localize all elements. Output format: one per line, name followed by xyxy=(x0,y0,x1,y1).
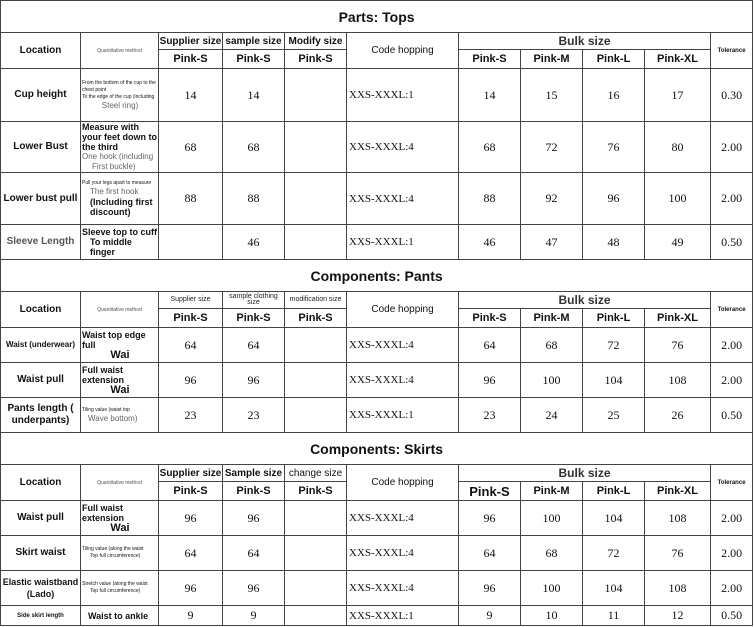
size-label: Pink-M xyxy=(521,482,583,501)
sample-value: 96 xyxy=(223,571,285,606)
tolerance-value: 0.50 xyxy=(711,225,753,260)
bulk-s-value: 9 xyxy=(459,606,521,626)
sample-value: 14 xyxy=(223,69,285,122)
row-method: Pull your legs apart to measure The first hook (Including first discount) xyxy=(81,173,159,225)
modify-value xyxy=(285,536,347,571)
code-value: XXS-XXXL:4 xyxy=(347,363,459,398)
table-row xyxy=(1,606,753,626)
supplier-value: 96 xyxy=(159,571,223,606)
code-value: XXS-XXXL:4 xyxy=(347,571,459,606)
supplier-value: 88 xyxy=(159,173,223,225)
row-method: Tiling value (waist top Wave bottom) xyxy=(81,398,159,433)
bulk-xl-value: 100 xyxy=(645,173,711,225)
size-label: Pink-S xyxy=(459,482,521,501)
bulk-s-value: 96 xyxy=(459,501,521,536)
modify-value xyxy=(285,69,347,122)
code-value: XXS-XXXL:4 xyxy=(347,328,459,363)
supplier-value: 64 xyxy=(159,536,223,571)
bulk-m-value: 100 xyxy=(521,571,583,606)
section-title-tops: Parts: Tops xyxy=(1,1,753,33)
tolerance-value: 0.50 xyxy=(711,606,753,626)
tolerance-value: 0.30 xyxy=(711,69,753,122)
row-location: Waist (underwear) xyxy=(1,328,81,363)
header-modify: modification size xyxy=(285,292,347,309)
table-row xyxy=(1,69,753,122)
sample-value: 68 xyxy=(223,122,285,173)
size-label: Pink-S xyxy=(285,50,347,69)
code-value: XXS-XXXL:1 xyxy=(347,69,459,122)
bulk-m-value: 24 xyxy=(521,398,583,433)
table-row xyxy=(1,398,753,433)
tolerance-value: 2.00 xyxy=(711,501,753,536)
modify-value xyxy=(285,122,347,173)
header-tolerance: Tolerance xyxy=(711,292,753,328)
modify-value xyxy=(285,501,347,536)
bulk-s-value: 64 xyxy=(459,328,521,363)
size-label: Pink-S xyxy=(159,50,223,69)
supplier-value: 96 xyxy=(159,501,223,536)
header-modify: Modify size xyxy=(285,33,347,50)
header-bulk: Bulk size xyxy=(459,465,711,482)
modify-value xyxy=(285,328,347,363)
bulk-l-value: 48 xyxy=(583,225,645,260)
size-label: Pink-S xyxy=(459,309,521,328)
header-location: Location xyxy=(1,292,81,328)
table-row xyxy=(1,225,753,260)
row-location: Pants length ( underpants) xyxy=(1,398,81,433)
row-method: From the bottom of the cup to the chest point To the edge of the cup (including Steel ring) xyxy=(81,69,159,122)
code-value: XXS-XXXL:1 xyxy=(347,225,459,260)
size-label: Pink-XL xyxy=(645,482,711,501)
bulk-l-value: 11 xyxy=(583,606,645,626)
code-value: XXS-XXXL:4 xyxy=(347,122,459,173)
header-supplier: Supplier size xyxy=(159,33,223,50)
tolerance-value: 2.00 xyxy=(711,363,753,398)
bulk-s-value: 23 xyxy=(459,398,521,433)
modify-value xyxy=(285,571,347,606)
bulk-xl-value: 76 xyxy=(645,328,711,363)
size-label: Pink-S xyxy=(159,482,223,501)
sample-value: 88 xyxy=(223,173,285,225)
bulk-s-value: 96 xyxy=(459,571,521,606)
bulk-m-value: 92 xyxy=(521,173,583,225)
sample-value: 23 xyxy=(223,398,285,433)
size-label: Pink-L xyxy=(583,309,645,328)
row-location: Cup height xyxy=(1,69,81,122)
supplier-value: 14 xyxy=(159,69,223,122)
size-label: Pink-S xyxy=(159,309,223,328)
bulk-m-value: 68 xyxy=(521,536,583,571)
row-location: Lower bust pull xyxy=(1,173,81,225)
bulk-xl-value: 76 xyxy=(645,536,711,571)
supplier-value xyxy=(159,225,223,260)
tolerance-value: 2.00 xyxy=(711,571,753,606)
modify-value xyxy=(285,363,347,398)
bulk-s-value: 64 xyxy=(459,536,521,571)
header-bulk: Bulk size xyxy=(459,292,711,309)
header-method: Quantitative method xyxy=(81,33,159,69)
supplier-value: 68 xyxy=(159,122,223,173)
size-label: Pink-S xyxy=(285,482,347,501)
sample-value: 64 xyxy=(223,328,285,363)
tolerance-value: 2.00 xyxy=(711,536,753,571)
bulk-s-value: 88 xyxy=(459,173,521,225)
size-label: Pink-XL xyxy=(645,50,711,69)
row-location: Sleeve Length xyxy=(1,225,81,260)
size-label: Pink-M xyxy=(521,309,583,328)
supplier-value: 23 xyxy=(159,398,223,433)
bulk-m-value: 100 xyxy=(521,501,583,536)
bulk-m-value: 15 xyxy=(521,69,583,122)
bulk-xl-value: 108 xyxy=(645,501,711,536)
sample-value: 96 xyxy=(223,363,285,398)
header-code: Code hopping xyxy=(347,465,459,501)
size-label: Pink-S xyxy=(223,50,285,69)
code-value: XXS-XXXL:4 xyxy=(347,173,459,225)
table-row xyxy=(1,571,753,606)
header-location: Location xyxy=(1,465,81,501)
bulk-l-value: 25 xyxy=(583,398,645,433)
code-value: XXS-XXXL:1 xyxy=(347,398,459,433)
header-tolerance: Tolerance xyxy=(711,465,753,501)
sample-value: 96 xyxy=(223,501,285,536)
bulk-xl-value: 12 xyxy=(645,606,711,626)
bulk-xl-value: 108 xyxy=(645,363,711,398)
row-method: Sleeve top to cuff To middle finger xyxy=(81,225,159,260)
bulk-l-value: 104 xyxy=(583,363,645,398)
code-value: XXS-XXXL:1 xyxy=(347,606,459,626)
tolerance-value: 2.00 xyxy=(711,122,753,173)
table-row xyxy=(1,122,753,173)
header-supplier: Supplier size xyxy=(159,292,223,309)
bulk-l-value: 104 xyxy=(583,571,645,606)
size-label: Pink-XL xyxy=(645,309,711,328)
header-method: Quantitative method xyxy=(81,465,159,501)
row-method: Full waist extension Wai xyxy=(81,501,159,536)
bulk-m-value: 47 xyxy=(521,225,583,260)
header-sample: sample clothing size xyxy=(223,292,285,309)
row-method: Waist to ankle xyxy=(81,606,159,626)
size-label: Pink-M xyxy=(521,50,583,69)
bulk-xl-value: 17 xyxy=(645,69,711,122)
size-label: Pink-S xyxy=(285,309,347,328)
bulk-l-value: 104 xyxy=(583,501,645,536)
header-bulk: Bulk size xyxy=(459,33,711,50)
bulk-l-value: 72 xyxy=(583,328,645,363)
tolerance-value: 2.00 xyxy=(711,328,753,363)
bulk-m-value: 72 xyxy=(521,122,583,173)
code-value: XXS-XXXL:4 xyxy=(347,536,459,571)
header-sample: Sample size xyxy=(223,465,285,482)
code-value: XXS-XXXL:4 xyxy=(347,501,459,536)
bulk-s-value: 14 xyxy=(459,69,521,122)
table-row xyxy=(1,501,753,536)
row-location: Waist pull xyxy=(1,363,81,398)
modify-value xyxy=(285,173,347,225)
row-method: Tiling value (along the waist Top full circumference) xyxy=(81,536,159,571)
row-location: Side skirt length xyxy=(1,606,81,626)
bulk-xl-value: 26 xyxy=(645,398,711,433)
header-location: Location xyxy=(1,33,81,69)
header-tolerance: Tolerance xyxy=(711,33,753,69)
supplier-value: 96 xyxy=(159,363,223,398)
bulk-xl-value: 108 xyxy=(645,571,711,606)
bulk-l-value: 16 xyxy=(583,69,645,122)
row-location: Waist pull xyxy=(1,501,81,536)
size-label: Pink-S xyxy=(223,309,285,328)
row-method: Full waist extension Wai xyxy=(81,363,159,398)
sample-value: 64 xyxy=(223,536,285,571)
modify-value xyxy=(285,606,347,626)
modify-value xyxy=(285,225,347,260)
table-row xyxy=(1,173,753,225)
row-location: Elastic waistband (Lado) xyxy=(1,571,81,606)
bulk-m-value: 100 xyxy=(521,363,583,398)
bulk-l-value: 96 xyxy=(583,173,645,225)
row-location: Skirt waist xyxy=(1,536,81,571)
tolerance-value: 0.50 xyxy=(711,398,753,433)
table-row xyxy=(1,363,753,398)
supplier-value: 64 xyxy=(159,328,223,363)
header-supplier: Supplier size xyxy=(159,465,223,482)
header-method: Quantitative method xyxy=(81,292,159,328)
sample-value: 9 xyxy=(223,606,285,626)
bulk-xl-value: 49 xyxy=(645,225,711,260)
tolerance-value: 2.00 xyxy=(711,173,753,225)
row-method: Waist top edge full Wai xyxy=(81,328,159,363)
row-location: Lower Bust xyxy=(1,122,81,173)
size-label: Pink-S xyxy=(223,482,285,501)
bulk-s-value: 46 xyxy=(459,225,521,260)
bulk-xl-value: 80 xyxy=(645,122,711,173)
row-method: Stretch value (along the waist Top full circumference) xyxy=(81,571,159,606)
bulk-s-value: 96 xyxy=(459,363,521,398)
header-sample: sample size xyxy=(223,33,285,50)
size-label: Pink-S xyxy=(459,50,521,69)
size-label: Pink-L xyxy=(583,50,645,69)
section-title-pants: Components: Pants xyxy=(1,260,753,292)
header-code: Code hopping xyxy=(347,292,459,328)
header-code: Code hopping xyxy=(347,33,459,69)
header-modify: change size xyxy=(285,465,347,482)
bulk-l-value: 72 xyxy=(583,536,645,571)
supplier-value: 9 xyxy=(159,606,223,626)
bulk-m-value: 10 xyxy=(521,606,583,626)
bulk-s-value: 68 xyxy=(459,122,521,173)
table-row xyxy=(1,328,753,363)
bulk-m-value: 68 xyxy=(521,328,583,363)
section-title-skirts: Components: Skirts xyxy=(1,433,753,465)
bulk-l-value: 76 xyxy=(583,122,645,173)
size-label: Pink-L xyxy=(583,482,645,501)
modify-value xyxy=(285,398,347,433)
sample-value: 46 xyxy=(223,225,285,260)
table-row xyxy=(1,536,753,571)
row-method: Measure with your feet down to the third One hook (including First buckle) xyxy=(82,122,157,171)
